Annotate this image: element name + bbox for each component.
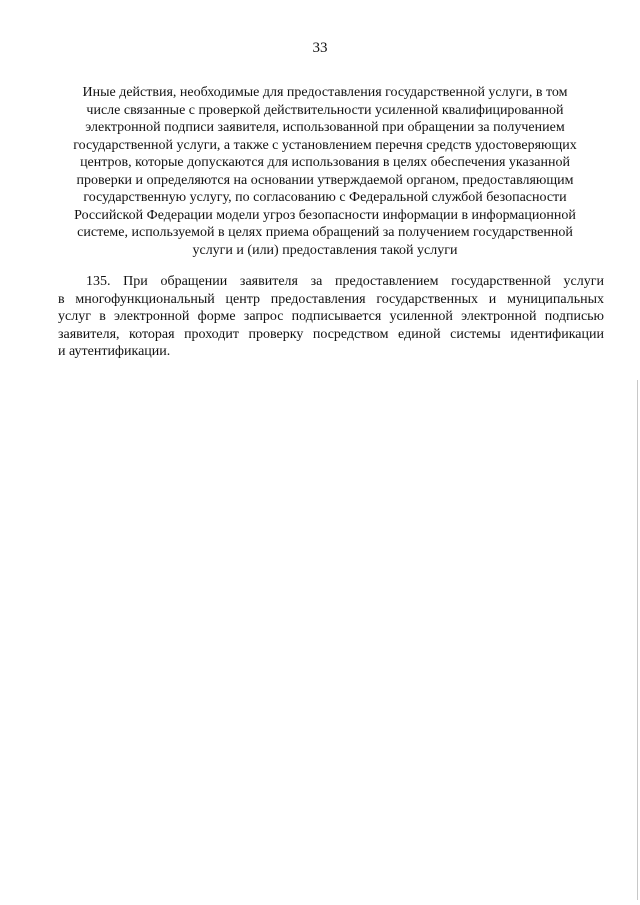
paragraph-line: заявителя, которая проходит проверку посредством единой системы идентификации <box>58 326 604 342</box>
paragraph-line: услуг в электронной форме запрос подписывается усиленной электронной подписью <box>58 309 604 324</box>
heading-line: услуги и (или) предоставления такой услуги <box>192 242 458 258</box>
paragraph-line: и аутентификации. <box>58 344 171 359</box>
heading-line: числе связанные с проверкой действительности усиленной квалифицированной <box>86 102 564 118</box>
heading-line: системе, используемой в целях приема обращений за получением государственной <box>77 225 573 240</box>
page-number: 33 <box>312 40 328 56</box>
paragraph-line: 135. При обращении заявителя за предоставлением государственной услуги <box>86 274 604 289</box>
heading-line: электронной подписи заявителя, использованной при обращении за получением <box>85 120 565 135</box>
heading-line: Иные действия, необходимые для предоставления государственной услуги, в том <box>82 85 568 100</box>
section-heading <box>55 84 595 259</box>
heading-line: проверки и определяются на основании утверждаемой органом, предоставляющим <box>76 172 574 188</box>
heading-line: центров, которые допускаются для использования в целях обеспечения указанной <box>80 155 570 170</box>
heading-line: Российской Федерации модели угроз безопасности информации в информационной <box>74 207 576 223</box>
paragraph-line: в многофункциональный центр предоставления государственных и муниципальных <box>58 291 604 307</box>
paragraph-135 <box>58 273 604 361</box>
scan-edge-line <box>637 380 638 900</box>
heading-line: государственную услугу, по согласованию с Федеральной службой безопасности <box>83 190 567 205</box>
heading-line: государственной услуги, а также с установлением перечня средств удостоверяющих <box>73 137 577 153</box>
